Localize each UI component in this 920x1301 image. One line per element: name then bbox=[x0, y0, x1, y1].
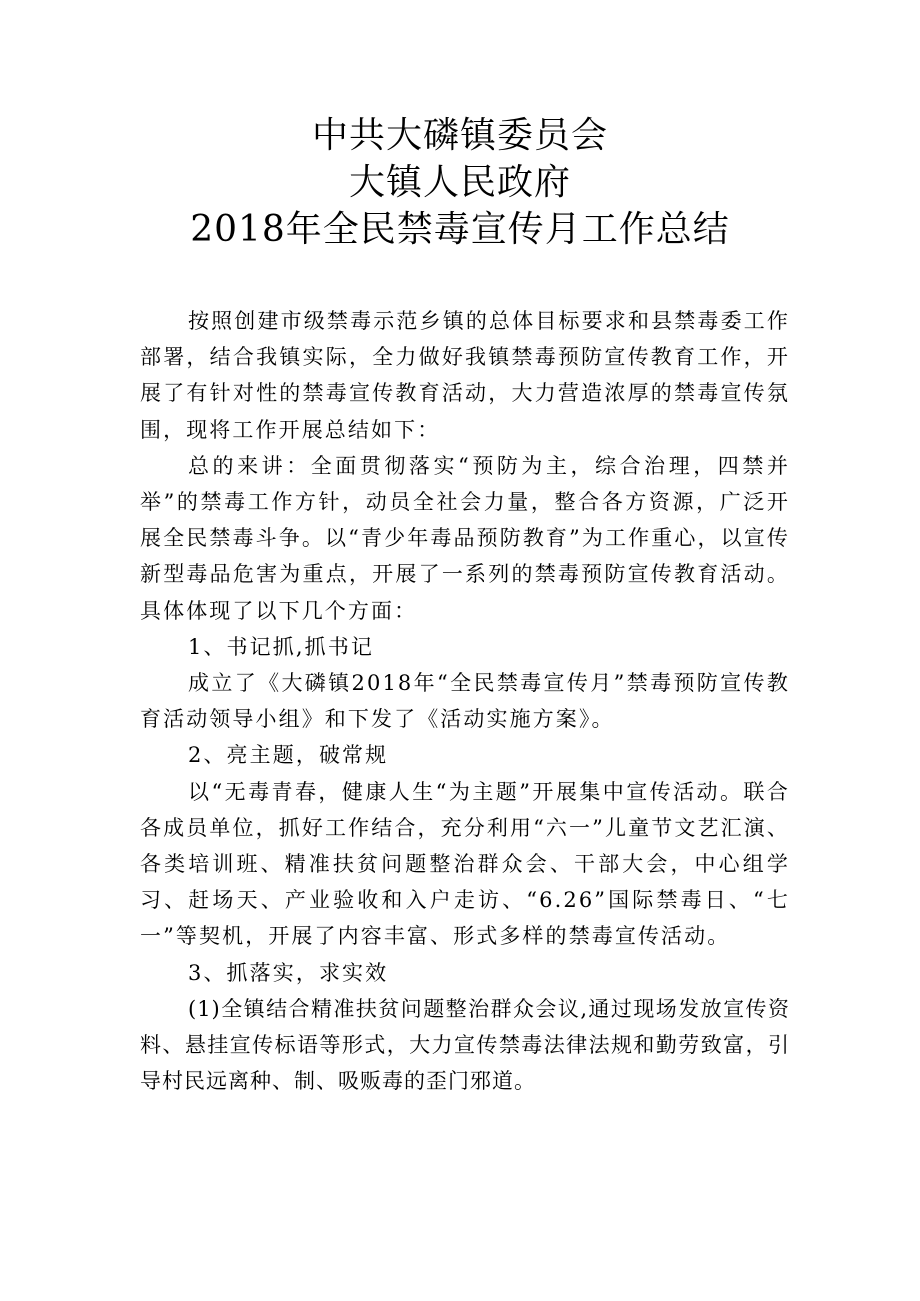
document-title bbox=[0, 112, 920, 253]
paragraph-overview: 总的来讲：全面贯彻落实“预防为主，综合治理，四禁并举”的禁毒工作方针，动员全社会力量，整合各方资源，广泛开展全民禁毒斗争。以“青少年毒品预防教育”为工作重心，以宣传新型毒品危害为重点，开展了一系列的禁毒预防宣传教育活动。具体体现了以下几个方面： bbox=[140, 453, 790, 623]
section-heading-3: 3、抓落实，求实效 bbox=[188, 960, 389, 985]
paragraph-intro: 按照创建市级禁毒示范乡镇的总体目标要求和县禁毒委工作部署，结合我镇实际，全力做好我镇禁毒预防宣传教育工作，开展了有针对性的禁毒宣传教育活动，大力营造浓厚的禁毒宣传氛围，现将工作开展总结如下： bbox=[140, 309, 790, 442]
title-party-committee: 中共大磷镇委员会 bbox=[311, 115, 608, 156]
section-heading-1: 1、书记抓,抓书记 bbox=[188, 634, 374, 659]
paragraph-section-3-item-1: (1)全镇结合精准扶贫问题整治群众会议,通过现场发放宣传资料、悬挂宣传标语等形式，大力宣传禁毒法律法规和勤劳致富，引导村民远离种、制、吸贩毒的歪门邪道。 bbox=[140, 996, 790, 1094]
section-heading-2: 2、亮主题，破常规 bbox=[188, 743, 389, 768]
paragraph-section-2: 以“无毒青春，健康人生“为主题”开展集中宣传活动。联合各成员单位，抓好工作结合，充分利用“六一”儿童节文艺汇演、各类培训班、精准扶贫问题整治群众会、干部大会，中心组学习、赶场天、产业验收和入户走访、“6.26”国际禁毒日、“七一”等契机，开展了内容丰富、形式多样的禁毒宣传活动。 bbox=[140, 779, 790, 949]
title-town-government: 大镇人民政府 bbox=[348, 162, 571, 203]
title-report-name: 2018年全民禁毒宣传月工作总结 bbox=[190, 209, 730, 250]
paragraph-section-1: 成立了《大磷镇2018年“全民禁毒宣传月”禁毒预防宣传教育活动领导小组》和下发了《活动实施方案》。 bbox=[140, 671, 790, 732]
document-body bbox=[140, 303, 790, 1099]
